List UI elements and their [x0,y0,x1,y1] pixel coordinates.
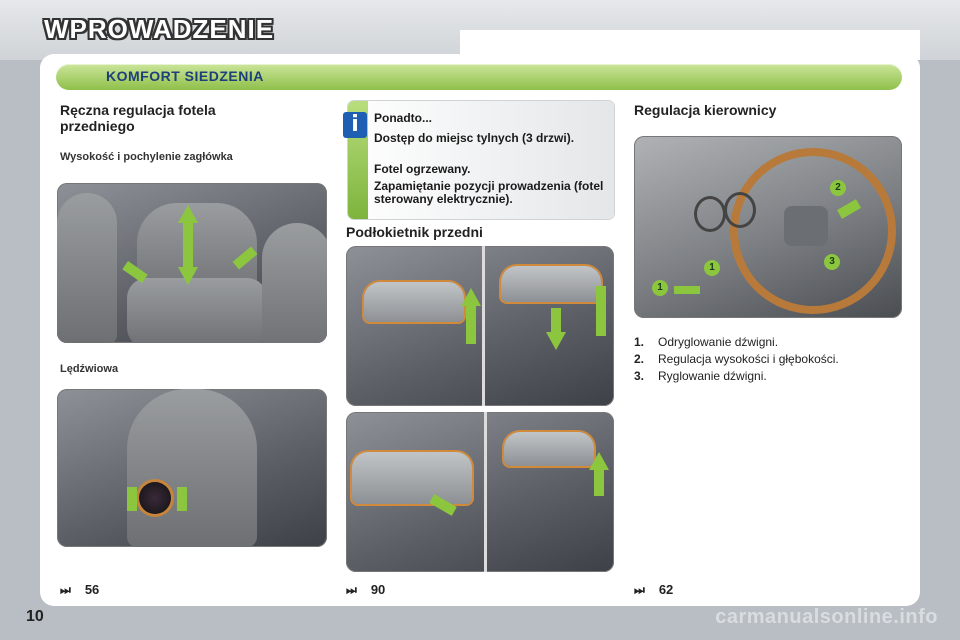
photo-divider-bottom [484,412,487,572]
middle-page-ref[interactable]: ⏭ 90 [346,582,386,597]
page-number: 10 [26,608,44,625]
info-line-2: Dostęp do miejsc tylnych (3 drzwi). [374,131,575,145]
badge-3: 3 [824,254,840,270]
info-icon: i [343,112,367,138]
armrest-photo-bottom [346,412,614,572]
badge-1: 1 [704,260,720,276]
next-arrow-icon: ⏭ [346,583,357,597]
headrest-photo [57,183,327,343]
next-arrow-icon: ⏭ [634,583,645,597]
section-title: KOMFORT SIEDZENIA [106,68,264,84]
watermark: carmanualsonline.info [715,606,938,628]
list-item: 2. Regulacja wysokości i głębokości. [634,352,839,366]
lumbar-subheading: Lędźwiowa [60,363,119,375]
panel-tab [460,30,920,60]
right-page-ref[interactable]: ⏭ 62 [634,582,674,597]
left-heading: Ręczna regulacja fotela przedniego [60,102,216,134]
armrest-photo-top [346,246,614,406]
left-page-ref[interactable]: ⏭ 56 [60,582,100,597]
list-item: 1. Odryglowanie dźwigni. [634,335,779,349]
section-banner [56,64,902,90]
lumbar-photo [57,389,327,547]
photo-divider-top [482,246,485,406]
badge-1b: 1 [652,280,668,296]
right-heading: Regulacja kierownicy [634,102,777,118]
steering-photo [634,136,902,318]
info-line-3: Fotel ogrzewany. [374,162,471,176]
badge-2: 2 [830,180,846,196]
list-item: 3. Ryglowanie dźwigni. [634,369,767,383]
page-title: WPROWADZENIE [44,14,275,44]
info-line-1: Ponadto... [374,111,432,125]
steering-steps [634,334,839,385]
headrest-subheading: Wysokość i pochylenie zagłówka [60,151,233,163]
middle-heading: Podłokietnik przedni [346,224,483,240]
info-line-4: Zapamiętanie pozycji prowadzenia (fotel sterowany elektrycznie). [374,179,604,206]
next-arrow-icon: ⏭ [60,583,71,597]
